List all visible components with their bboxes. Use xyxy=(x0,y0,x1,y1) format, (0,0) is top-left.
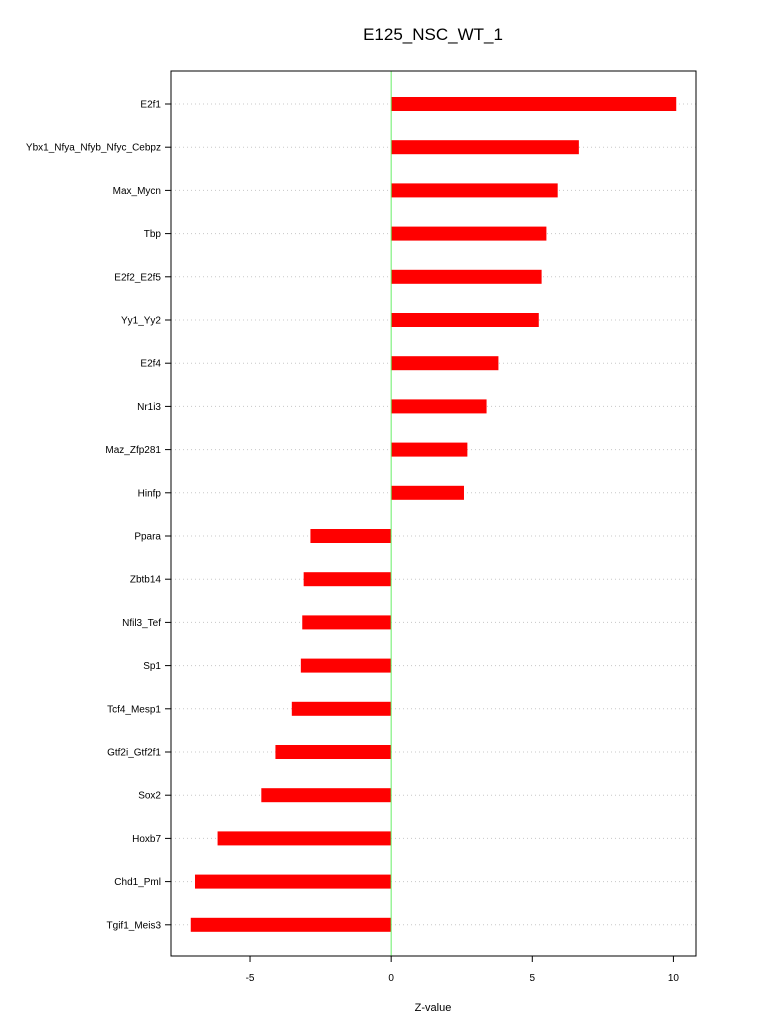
category-label: Zbtb14 xyxy=(129,574,161,586)
bar xyxy=(218,831,392,845)
category-label: Sp1 xyxy=(143,661,161,673)
category-label: E2f4 xyxy=(140,358,161,370)
category-label: Hinfp xyxy=(137,488,161,500)
category-label: Chd1_Pml xyxy=(114,877,161,889)
x-tick-label: 5 xyxy=(529,973,536,984)
category-label: Hoxb7 xyxy=(132,833,161,845)
category-label: Ppara xyxy=(134,531,161,543)
x-tick-label: -5 xyxy=(245,973,255,984)
category-label: Maz_Zfp281 xyxy=(105,445,161,457)
category-label: Yy1_Yy2 xyxy=(120,315,161,327)
bar xyxy=(310,529,391,543)
bar xyxy=(195,875,391,889)
x-axis-title: Z-value xyxy=(414,1002,452,1014)
bar xyxy=(301,659,391,673)
bar xyxy=(391,97,676,111)
bar xyxy=(391,486,464,500)
bar xyxy=(391,443,467,457)
category-label: Tgif1_Meis3 xyxy=(106,920,161,932)
bar xyxy=(391,227,546,241)
bar xyxy=(191,918,391,932)
bars xyxy=(191,97,676,932)
x-tick-label: 10 xyxy=(667,973,679,984)
plot-area-border xyxy=(171,71,696,956)
bar xyxy=(391,313,539,327)
bar xyxy=(261,788,391,802)
bar xyxy=(292,702,391,716)
category-label: Nfil3_Tef xyxy=(122,617,161,629)
x-tick-label: 0 xyxy=(388,973,394,984)
category-label: Nr1i3 xyxy=(137,401,161,413)
bar xyxy=(304,572,392,586)
category-label: E2f1 xyxy=(140,99,161,111)
category-label: E2f2_E2f5 xyxy=(114,272,161,284)
category-label: Max_Mycn xyxy=(112,185,161,197)
bar xyxy=(275,745,391,759)
x-axis-ticks xyxy=(246,956,680,984)
chart-title: E125_NSC_WT_1 xyxy=(363,25,503,44)
bar xyxy=(391,399,486,413)
category-label: Sox2 xyxy=(138,790,161,802)
category-label: Tbp xyxy=(143,229,161,241)
bar xyxy=(391,140,579,154)
category-label: Tcf4_Mesp1 xyxy=(107,704,161,716)
bar xyxy=(391,183,558,197)
category-label: Ybx1_Nfya_Nfyb_Nfyc_Cebpz xyxy=(25,142,161,154)
bar xyxy=(391,356,498,370)
category-labels xyxy=(26,100,171,932)
bar xyxy=(391,270,541,284)
category-label: Gtf2i_Gtf2f1 xyxy=(107,747,161,759)
bar xyxy=(302,615,391,629)
